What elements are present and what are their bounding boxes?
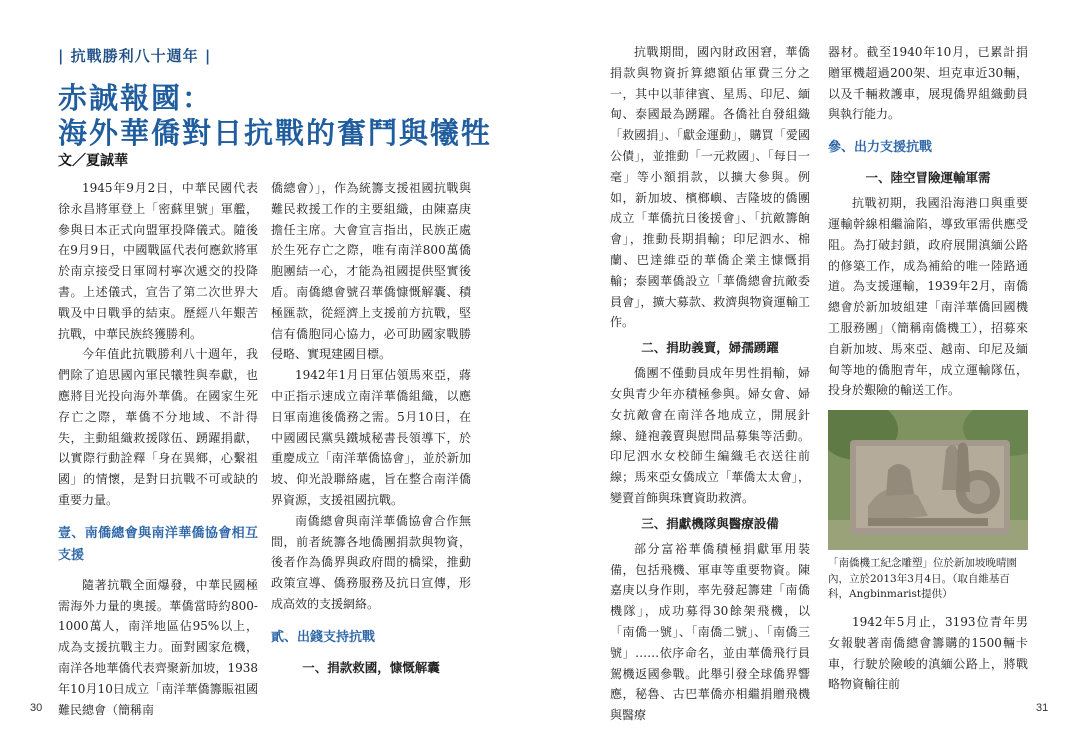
paragraph: 僑團不僅動員成年男性捐輸，婦女與青少年亦積極參與。婦女會、婦女抗敵會在南洋各地成立，開展針線、縫袍義賣與慰問品募集等活動。印尼泗水女校師生編織毛衣送往前線；馬來亞女僑成立「華僑太太會」，變賣首飾與珠寶資助救濟。 [610,366,810,505]
article-title-line-1: 赤誠報國： [58,81,214,115]
subsection-heading: 一、捐款救國，慷慨解囊 [302,659,440,675]
column-3 [610,42,810,726]
paragraph: 部分富裕華僑積極捐獻軍用裝備，包括飛機、軍車等重要物資。陳嘉庚以身作則，率先發起籌建「南僑機隊」，成功募得30餘架飛機，以「南僑一號」、「南僑二號」、「南僑三號」……依序命名，並由華僑飛行員駕機返國參戰。此舉引發全球僑界響應，秘魯、古巴華僑亦相繼捐贈飛機與醫療 [610,541,810,723]
series-kicker: | 抗戰勝利八十週年 | [58,47,212,65]
column-1 [58,178,258,720]
page-number-left: 30 [30,702,43,714]
subsection-heading: 二、捐助義賣，婦孺踴躍 [641,340,779,356]
paragraph: 1942年1月日軍佔領馬來亞，蔣中正指示速成立南洋華僑組織，以應日軍南進後僑務之需。5月10日，在中國國民黨吳鐵城秘書長領導下，於重慶成立「南洋華僑協會」，並於新加坡、仰光設聯絡處，旨在整合南洋僑界資源，支援祖國抗戰。 [271,368,471,507]
author-byline: 文／夏誠華 [58,153,128,169]
column-4-continued [828,612,1028,695]
article-title-line-2: 海外華僑對日抗戰的奮鬥與犧牲 [58,116,493,150]
sculpture-photo [828,410,1028,550]
paragraph: 1942年5月止，3193位青年男女報駛著南僑總會籌購的1500輛卡車，行駛於險峻的滇緬公路上，將戰略物資輸往前 [828,615,1028,692]
section-heading: 貳、出錢支持抗戰 [271,629,376,645]
section-heading: 壹、南僑總會與南洋華僑協會相互支援 [58,525,258,563]
paragraph: 抗戰期間，國內財政困窘，華僑捐款與物資折算總額佔軍費三分之一，其中以菲律賓、星馬、印尼、緬甸、泰國最為踴躍。各僑社自發組織「救國捐」、「獻金運動」，購買「愛國公債」，並推動「一元救國」、「每日一毫」等小額捐款，以擴大參與。例如，新加坡、檳榔嶼、吉隆坡的僑團成立「華僑抗日後援會」、「抗敵籌餉會」，推動長期捐輸；印尼泗水、棉蘭、巴達維亞的華僑企業主慷慨捐輸；泰國華僑設立「華僑總會抗敵委員會」，擴大募款、救濟與物資運輸工作。 [610,45,810,330]
paragraph: 僑總會）」，作為統籌支援祖國抗戰與難民救援工作的主要組織，由陳嘉庚擔任主席。大會宣言指出，民族正處於生死存亡之際，唯有南洋800萬僑胞團結一心，才能為祖國提供堅實後盾。南僑總會號召華僑慷慨解囊、積極匯款，從經濟上支援前方抗戰，堅信有僑胞同心協力，必可助國家戰勝侵略、實現建國目標。 [271,181,471,362]
column-2 [271,178,471,683]
column-4 [828,42,1028,401]
sculpture-illustration [828,410,1028,550]
page-number-right: 31 [1036,702,1049,714]
paragraph: 南僑總會與南洋華僑協會合作無間，前者統籌各地僑團捐款與物資，後者作為僑界與政府間的橋梁，推動政策宣導、僑務服務及抗日宣傳，形成高效的支援網絡。 [271,513,471,611]
paragraph: 抗戰初期，我國沿海港口與重要運輸幹線相繼淪陷，導致軍需供應受阻。為打破封鎖，政府展開滇緬公路的修築工作，成為補給的唯一陸路通道。為支援運輸，1939年2月，南僑總會於新加坡組建「南洋華僑回國機工服務團」（簡稱南僑機工），招募來自新加坡、馬來亞、越南、印尼及緬甸等地的僑胞青年，成立運輸隊伍，投身於艱險的輸送工作。 [828,196,1028,398]
paragraph: 隨著抗戰全面爆發，中華民國極需海外力量的奧援。華僑當時約800-1000萬人，南洋地區佔95%以上，成為支援抗戰主力。面對國家危機，南洋各地華僑代表齊聚新加坡，1938年10月10日成立「南洋華僑籌賑祖國難民總會（簡稱南 [58,577,258,717]
paragraph: 器材。截至1940年10月，已累計捐贈軍機超過200架、坦克車近30輛，以及千輛救護車，展現僑界組織動員與執行能力。 [828,45,1028,122]
section-heading: 參、出力支援抗戰 [828,140,933,156]
subsection-heading: 一、陸空冒險運輸軍需 [865,170,991,186]
subsection-heading: 三、捐獻機隊與醫療設備 [641,515,779,531]
paragraph: 今年值此抗戰勝利八十週年，我們除了追思國內軍民犧牲與奉獻，也應將目光投向海外華僑。在國家生死存亡之際，華僑不分地域、不計得失，主動組織救援隊伍、踴躍捐獻，以實際行動詮釋「身在異鄉，心繫祖國」的情懷，是對日抗戰不可或缺的重要力量。 [58,347,258,507]
photo-caption: 「南僑機工紀念雕塑」位於新加坡晚晴園內，立於2013年3月4日。（取自維基百科，Angbinmarist提供） [828,557,1017,600]
paragraph: 1945年9月2日，中華民國代表徐永昌將軍登上「密蘇里號」軍艦，參與日本正式向盟軍投降儀式。隨後在9月9日，中國戰區代表何應欽將軍於南京接受日軍岡村寧次遞交的投降書。上述儀式，宣告了第二次世界大戰及中日戰爭的結束。歷經八年艱苦抗戰，中華民族終獲勝利。 [58,181,258,341]
